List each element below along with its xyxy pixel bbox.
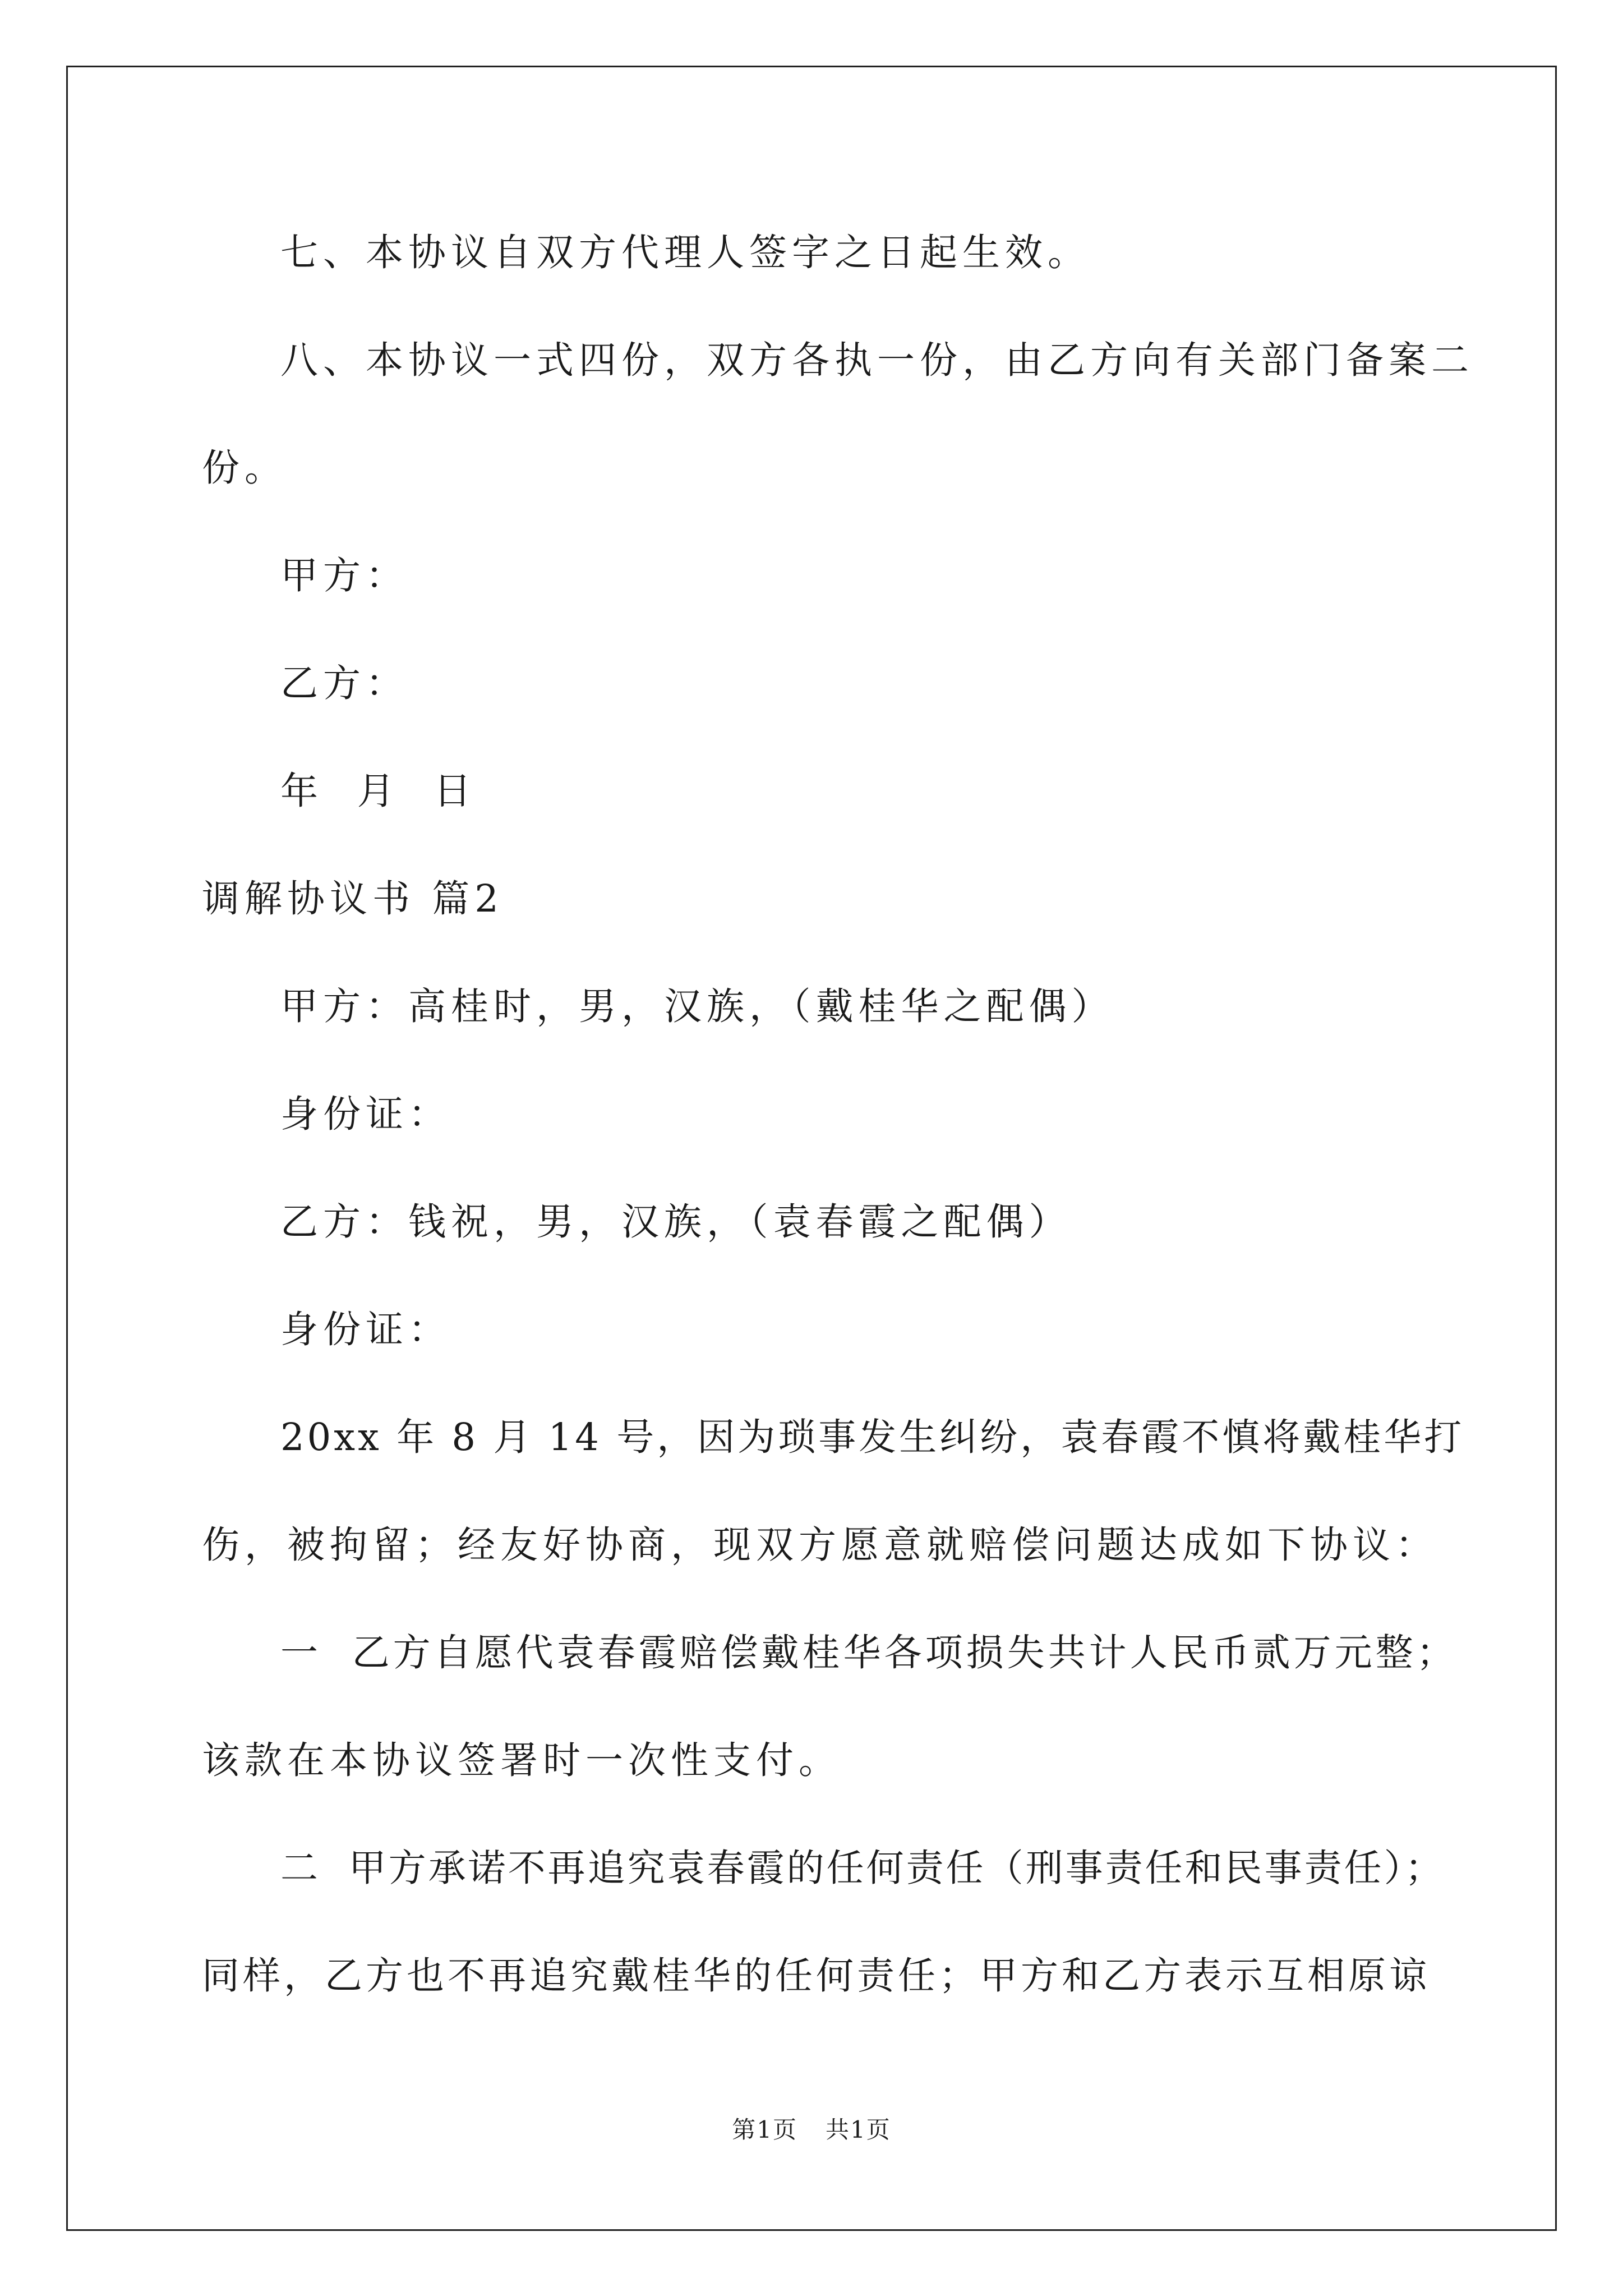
text-line: 一 乙方自愿代袁春霞赔偿戴桂华各项损失共计人民币贰万元整； <box>280 1631 1458 1674</box>
section-heading: 调解协议书 篇2 <box>202 877 504 921</box>
text-line: 20xx 年 8 月 14 号，因为琐事发生纠纷，袁春霞不慎将戴桂华打 <box>280 1415 1465 1459</box>
text-line: 八、本协议一式四份，双方各执一份，由乙方向有关部门备案二 <box>280 338 1474 382</box>
text-line: 甲方：高桂时，男，汉族，（戴桂华之配偶） <box>280 984 1114 1028</box>
party-b-label: 乙方： <box>280 661 408 705</box>
date-line: 年 月 日 <box>280 769 477 813</box>
text-line: 身份证： <box>280 1308 451 1351</box>
party-a-label: 甲方： <box>280 554 408 597</box>
text-line: 二 甲方承诺不再追究袁春霞的任何责任（刑事责任和民事责任）； <box>280 1846 1445 1890</box>
text-line: 同样，乙方也不再追究戴桂华的任何责任；甲方和乙方表示互相原谅 <box>202 1954 1430 1998</box>
text-line: 身份证： <box>280 1092 451 1136</box>
text-line: 伤，被拘留；经友好协商，现双方愿意就赔偿问题达成如下协议： <box>202 1523 1438 1567</box>
text-line: 乙方：钱祝，男，汉族，（袁春霞之配偶） <box>280 1200 1072 1244</box>
page-border <box>66 66 1557 2231</box>
text-line: 份。 <box>202 446 287 490</box>
page-number-total: 共1页 <box>826 2116 891 2143</box>
page-number-current: 第1页 <box>732 2116 797 2143</box>
text-line: 该款在本协议签署时一次性支付。 <box>202 1738 841 1782</box>
page-footer <box>0 2116 1623 2144</box>
text-line: 七、本协议自双方代理人签字之日起生效。 <box>280 231 1090 274</box>
